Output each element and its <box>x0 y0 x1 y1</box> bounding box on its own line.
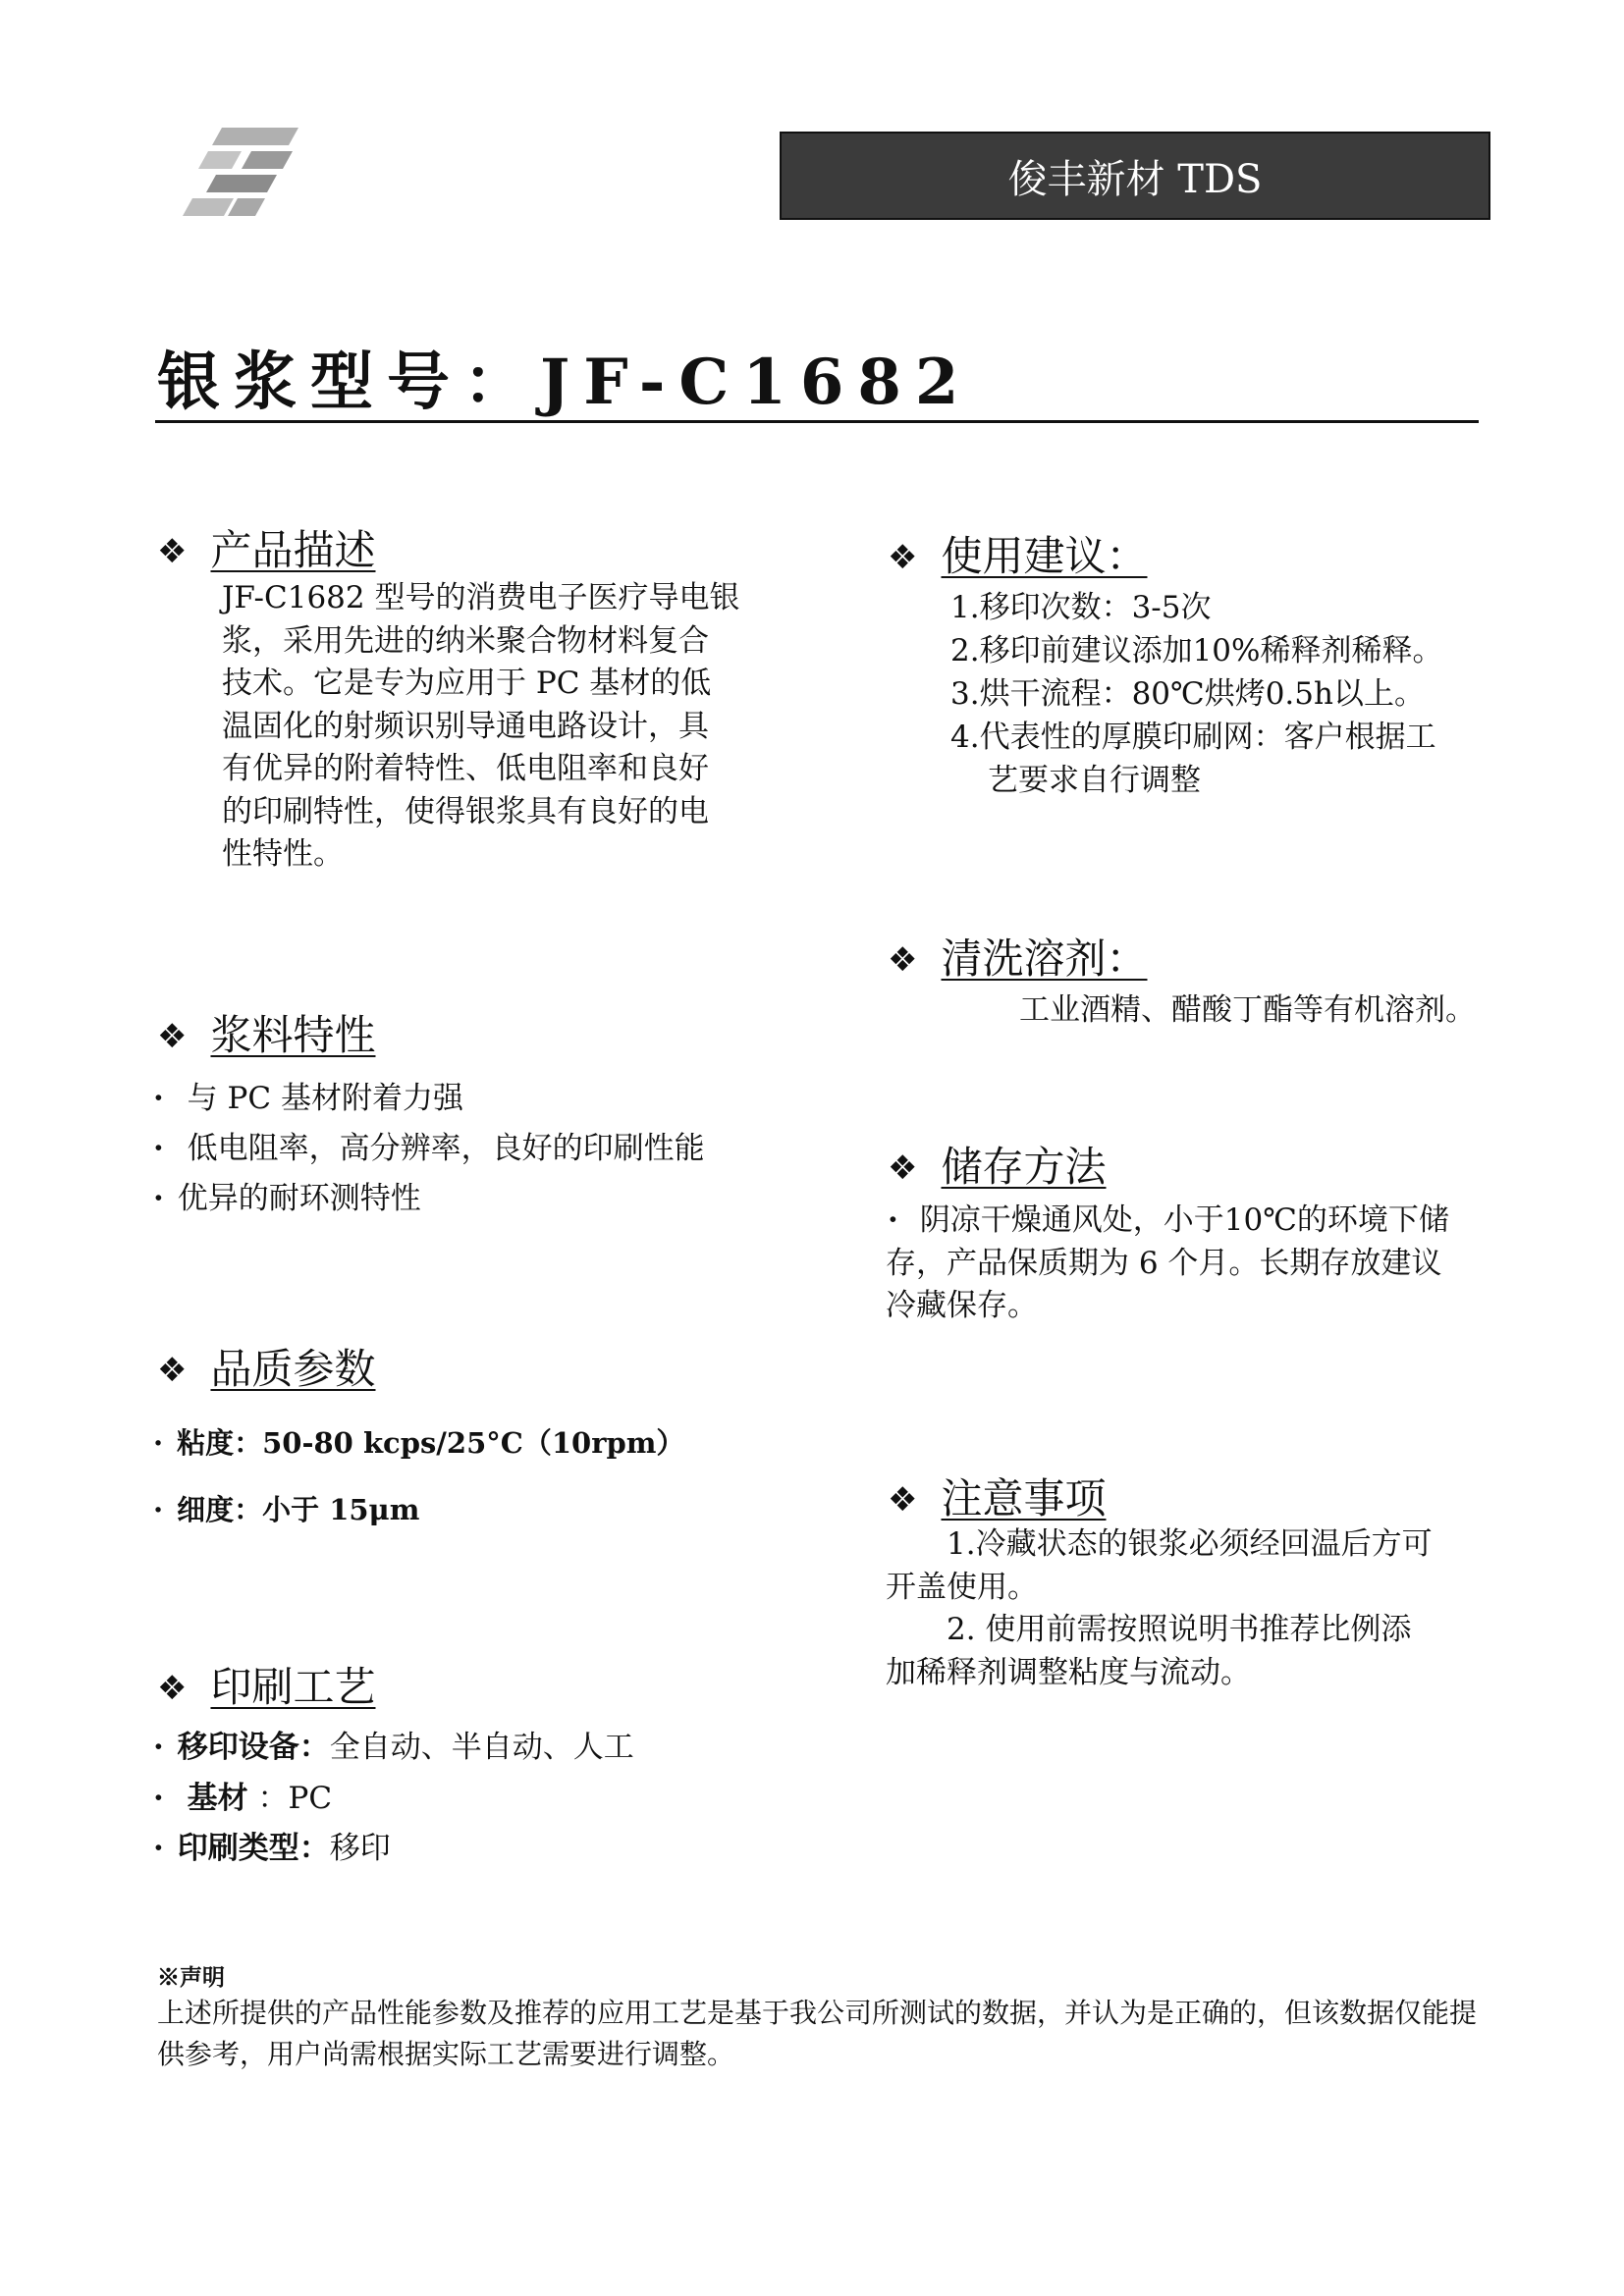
tds-banner <box>780 132 1490 220</box>
printing-substrate: · 基材 ：PC <box>153 1781 333 1816</box>
section-heading-usage: ❖ 使用建议： <box>888 532 1148 580</box>
list-item: · 低电阻率，高分辨率，良好的印刷性能 <box>153 1131 705 1166</box>
section-heading-paste-properties: ❖ 浆料特性 <box>157 1011 376 1059</box>
notes-paragraph: 1.冷藏状态的银浆必须经回温后方可 开盖使用。 2. 使用前需按照说明书推荐比例添 加稀释剂调整粘度与流动。 <box>886 1526 1433 1690</box>
section-heading-solvent: ❖ 清洗溶剂： <box>888 934 1148 983</box>
list-item: 艺要求自行调整 <box>988 763 1201 798</box>
diamond-bullet-icon: ❖ <box>888 1148 918 1188</box>
list-item: 3.烘干流程：80℃烘烤0.5h以上。 <box>950 676 1425 712</box>
list-item: 2.移印前建议添加10%稀释剂稀释。 <box>950 633 1443 668</box>
section-heading-notes: ❖ 注意事项 <box>888 1474 1107 1522</box>
diamond-bullet-icon: ❖ <box>157 532 188 571</box>
diamond-bullet-icon: ❖ <box>157 1017 188 1056</box>
tds-label: 俊丰新材 TDS <box>1007 156 1263 202</box>
diamond-bullet-icon: ❖ <box>888 538 918 577</box>
list-item: 1.移印次数：3-5次 <box>950 590 1212 625</box>
declaration-text: 上述所提供的产品性能参数及推荐的应用工艺是基于我公司所测试的数据，并认为是正确的，但该数据仅能提供参考，用户尚需根据实际工艺需要进行调整。 <box>157 1997 1478 2070</box>
section-heading-description: ❖ 产品描述 <box>157 526 376 574</box>
section-heading-quality: ❖ 品质参数 <box>157 1345 376 1393</box>
diamond-bullet-icon: ❖ <box>157 1351 188 1390</box>
diamond-bullet-icon: ❖ <box>888 940 918 980</box>
fineness-spec: · 细度：小于 15μm <box>153 1493 420 1526</box>
printing-type: · 印刷类型：移印 <box>153 1831 391 1866</box>
solvent-text: 工业酒精、醋酸丁酯等有机溶剂。 <box>1019 992 1476 1028</box>
diamond-bullet-icon: ❖ <box>157 1669 188 1708</box>
list-item: · 优异的耐环测特性 <box>153 1181 421 1216</box>
viscosity-spec: · 粘度：50-80 kcps/25°C（10rpm） <box>153 1426 685 1460</box>
company-logo <box>183 128 310 226</box>
title-divider <box>155 420 1479 423</box>
section-heading-storage: ❖ 储存方法 <box>888 1143 1107 1191</box>
section-heading-printing: ❖ 印刷工艺 <box>157 1663 376 1711</box>
list-item: · 与 PC 基材附着力强 <box>153 1081 463 1116</box>
declaration-title: ※声明 <box>157 1964 225 1991</box>
diamond-bullet-icon: ❖ <box>888 1480 918 1520</box>
storage-paragraph: · 阴凉干燥通风处，小于10℃的环境下储 存，产品保质期为 6 个月。长期存放建议 冷藏保存。 <box>886 1202 1449 1323</box>
printing-equipment: · 移印设备：全自动、半自动、人工 <box>153 1730 634 1765</box>
page-title: 银浆型号：JF-C1682 <box>157 346 973 419</box>
description-paragraph: JF-C1682 型号的消费电子医疗导电银 浆，采用先进的纳米聚合物材料复合 技术。它是专为应用于 PC 基材的低 温固化的射频识别导通电路设计，具 有优异的附着特性、低电阻率和良好 的印刷特性，使得银浆具有良好的电 性特性。 <box>222 580 740 872</box>
list-item: 4.代表性的厚膜印刷网：客户根据工 <box>950 720 1436 755</box>
